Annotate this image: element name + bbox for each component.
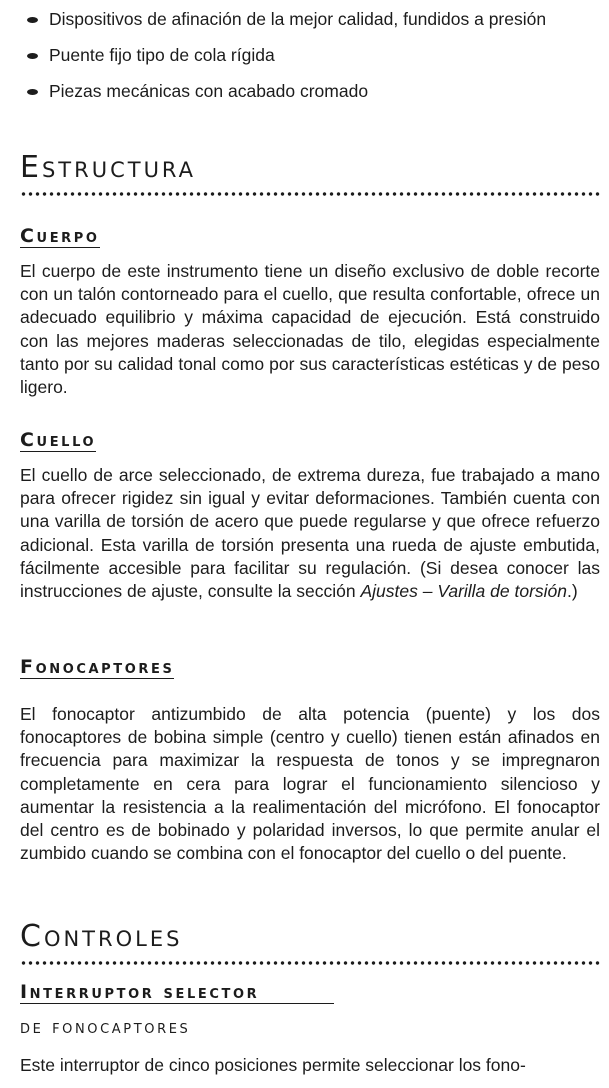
subsection-cuerpo xyxy=(20,226,600,248)
subsection-selector xyxy=(20,982,600,1004)
dotted-divider xyxy=(20,191,600,197)
paragraph: El cuello de arce seleccionado, de extrema dureza, fue trabajado a mano para ofrecer rigidez sin igual y evitar deformaciones. También cuenta con una varilla de torsión de acero que puede regularse y que ofrece refuerzo adicional. Esta varilla de torsión presenta una rueda de ajuste embutida, fácilmente accesible para facilitar su regulación. (Si desea conocer las instrucciones de ajuste, consulte la sección Ajustes – Varilla de torsión.) xyxy=(20,465,600,602)
feature-item: Dispositivos de afinación de la mejor calidad, fundidos a presión xyxy=(20,8,600,31)
paragraph: El fonocaptor antizumbido de alta potencia (puente) y los dos fonocaptores de bobina simple (centro y cuello) tienen están afinados en frecuencia para maximizar la respuesta de tonos y se impregnaron completamente en cera para lograr el funcionamiento silencioso y aumentar la resistencia a la realimentación del micrófono. El fonocaptor del centro es de bobinado y polaridad inversos, lo que permite anular el zumbido cuando se combina con el fonocaptor del cuello o del puente. xyxy=(20,704,600,864)
cuerpo-body xyxy=(20,260,600,399)
paragraph: Este interruptor de cinco posiciones permite seleccionar los fono- xyxy=(20,1055,526,1075)
subsection-selector-line2 xyxy=(20,1016,600,1038)
section-title: Controles xyxy=(20,919,183,954)
fonocaptores-body xyxy=(20,703,600,865)
paragraph: El cuerpo de este instrumento tiene un diseño exclusivo de doble recorte con un talón contorneado para el cuello, que resulta confortable, ofrece un adecuado equilibrio y máxima capacidad de ejecución. Está construido con las mejores maderas seleccionadas de tilo, elegidas especialmente tanto por su calidad tonal como por sus características estéticas y de peso ligero. xyxy=(20,261,600,398)
subsection-fonocaptores xyxy=(20,657,600,679)
section-reference: Ajustes – Varilla de torsión xyxy=(360,581,568,602)
feature-list xyxy=(20,8,600,116)
subsection-title: Fonocaptores xyxy=(20,656,175,678)
feature-item: Piezas mecánicas con acabado cromado xyxy=(20,80,600,103)
section-estructura xyxy=(20,151,600,197)
subsection-title-continued: de fonocaptores xyxy=(20,1016,191,1038)
subsection-title: Cuello xyxy=(20,429,97,451)
subsection-title: Cuerpo xyxy=(20,225,100,247)
feature-item: Puente fijo tipo de cola rígida xyxy=(20,44,600,67)
section-controles xyxy=(20,920,600,966)
dotted-divider xyxy=(20,960,600,966)
selector-body xyxy=(20,1054,600,1077)
subsection-title: Interruptor selector xyxy=(20,982,334,1004)
cuello-body xyxy=(20,464,600,603)
subsection-cuello xyxy=(20,430,600,452)
section-title: Estructura xyxy=(20,150,197,185)
